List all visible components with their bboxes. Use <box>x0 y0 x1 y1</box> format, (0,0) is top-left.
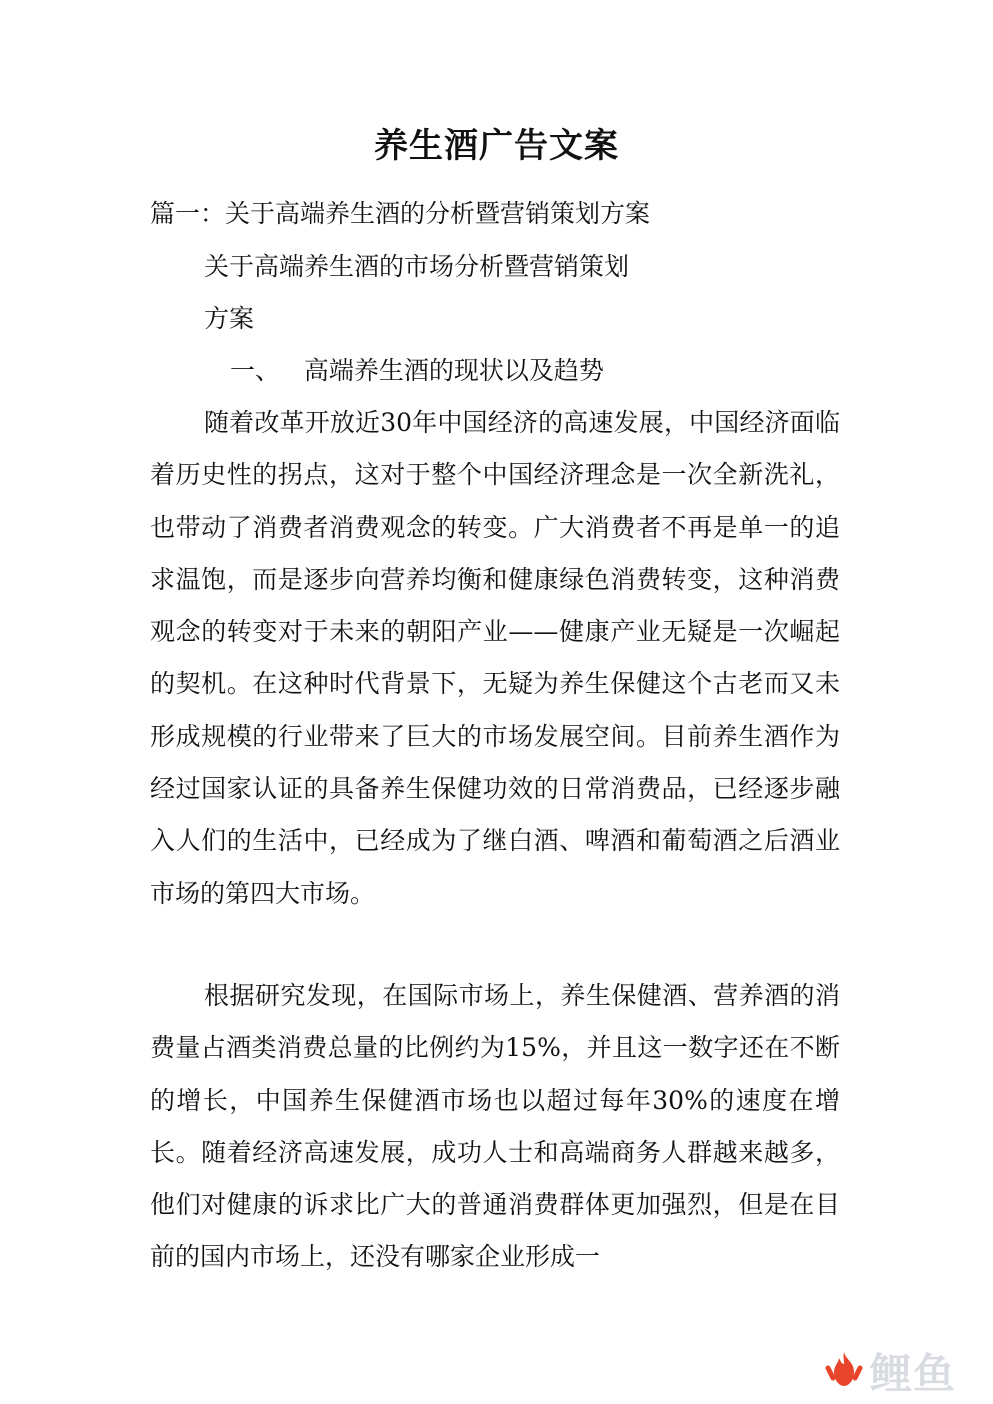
section-heading: 一、 高端养生酒的现状以及趋势 <box>230 356 604 385</box>
watermark-text: 鲤鱼 <box>870 1349 957 1398</box>
document-title: 养生酒广告文案 <box>374 126 619 166</box>
body-paragraph-1: 随着改革开放近30年中国经济的高速发展，中国经济面临着历史性的拐点，这对于整个中国经济理念是一次全新洗礼，也带动了消费者消费观念的转变。广大消费者不再是单一的追求温饱，而是逐步向营养均衡和健康绿色消费转变，这种消费观念的转变对于未来的朝阳产业——健康产业无疑是一次崛起的契机。在这种时代背景下，无疑为养生保健这个古老而又未形成规模的行业带来了巨大的市场发展空间。目前养生酒作为经过国家认证的具备养生保健功效的日常消费品，已经逐步融入人们的生活中，已经成为了继白酒、啤酒和葡萄酒之后酒业市场的第四大市场。 <box>150 408 840 908</box>
fire-logo-icon <box>824 1348 864 1400</box>
part-heading: 篇一：关于高端养生酒的分析暨营销策划方案 <box>150 199 651 228</box>
body-paragraph-2: 根据研究发现，在国际市场上，养生保健酒、营养酒的消费量占酒类消费总量的比例约为15%，并且这一数字还在不断的增长，中国养生保健酒市场也以超过每年30%的速度在增长。随着经济高速发展，成功人士和高端商务人群越来越多，他们对健康的诉求比广大的普通消费群体更加强烈，但是在目前的国内市场上，还没有哪家企业形成一 <box>150 981 840 1272</box>
subtitle-line-1: 关于高端养生酒的市场分析暨营销策划 <box>204 252 630 281</box>
subtitle-line-2: 方案 <box>204 304 255 333</box>
watermark-logo <box>824 1350 974 1398</box>
